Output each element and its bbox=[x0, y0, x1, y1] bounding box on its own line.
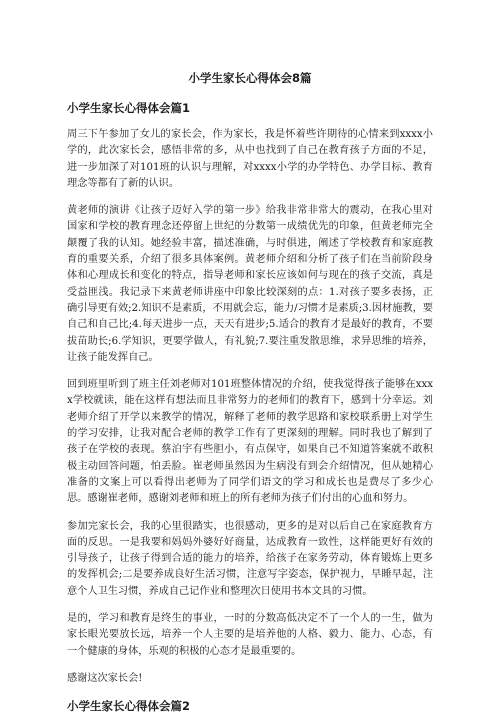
paragraph-5: 是的，学习和教育是终生的事业，一时的分数高低决定不了一个人的一生，做为家长眼光要放长远，培养一个人主要的是培养他的人格、毅力、能力、心态，有一个健康的身体，乐观的积极的心态才是最重要的。 bbox=[67, 613, 433, 657]
paragraph-4: 参加完家长会，我的心里很踏实，也很感动，更多的是对以后自己在家庭教育方面的反思。一是我要和妈妈外婆好好商量，达成教育一致性，这样能更好有效的引导孩子，让孩子得到合适的能力的培养，给孩子在家务劳动，体育锻炼上更多的发挥机会;二是要养成良好生活习惯，注意写字姿态，保护视力，早睡早起，注意个人卫生习惯，养成自己记作业和整理次日使用书本文具的习惯。 bbox=[67, 520, 433, 597]
paragraph-6: 感谢这次家长会! bbox=[67, 672, 143, 684]
paragraph-2: 黄老师的演讲《让孩子迈好入学的第一步》给我非常非常大的震动，在我心里对国家和学校的教育理念还停留上世纪的分数第一成绩优先的印象，但黄老师完全颠覆了我的认知。她经验丰富，描述准确，与时俱进，阐述了学校教育和家庭教育的重要关系，介绍了很多具体案例。黄老师介绍和分析了孩子们在当前阶段身体和心理成长和变化的特点，指导老师和家长应该如何与现在的孩子交流，真是受益匪浅。我记录下来黄老师讲座中印象比较深刻的点：1.对孩子要多表扬，正确引导更有效;2.知识不是素质，不用就会忘，能力/习惯才是素质;3.因材施教，要自己和自己比;4.每天进步一点，天天有进步;5.适合的教育才是最好的教育，不要拔苗助长;6.学知识，更要学做人，有礼貌;7.要注重发散思维，求异思维的培养，让孩子能发挥自己。 bbox=[67, 205, 433, 363]
section-heading-1: 小学生家长心得体会篇1 bbox=[67, 101, 191, 115]
section-heading-2: 小学生家长心得体会篇2 bbox=[67, 699, 191, 714]
paragraph-3: 回到班里听到了班主任刘老师对101班整体情况的介绍，使我觉得孩子能够在xxxx学校就读，能在这样有想法而且非常努力的老师们的教育下，感到十分幸运。刘老师介绍了开学以来教学的情况，解释了老师的教学思路和家校联系册上对学生的学习安排，让我对配合老师的教学工作有了更深刻的理解。同时我也了解到了孩子在学校的表现。蔡泊宇有些胆小，有点保守，如果自己不知道答案就不敢积极主动回答问题，怕丢脸。崔老师虽然因为生病没有到会介绍情况，但从她精心准备的文案上可以看得出老师为了同学们语文的学习和成长也是费尽了多少心思。感谢崔老师，感谢刘老师和班上的所有老师为孩子们付出的心血和努力。 bbox=[67, 379, 433, 505]
document-title: 小学生家长心得体会8篇 bbox=[188, 71, 312, 85]
paragraph-1: 周三下午参加了女儿的家长会，作为家长，我是怀着些许期待的心情来到xxxx小学的，此次家长会，感悟非常的多，从中也找到了自己在教育孩子方面的不足，进一步加深了对101班的认识与理解，对xxxx小学的办学特色、办学目标、教育理念等都有了新的认识。 bbox=[67, 129, 433, 189]
